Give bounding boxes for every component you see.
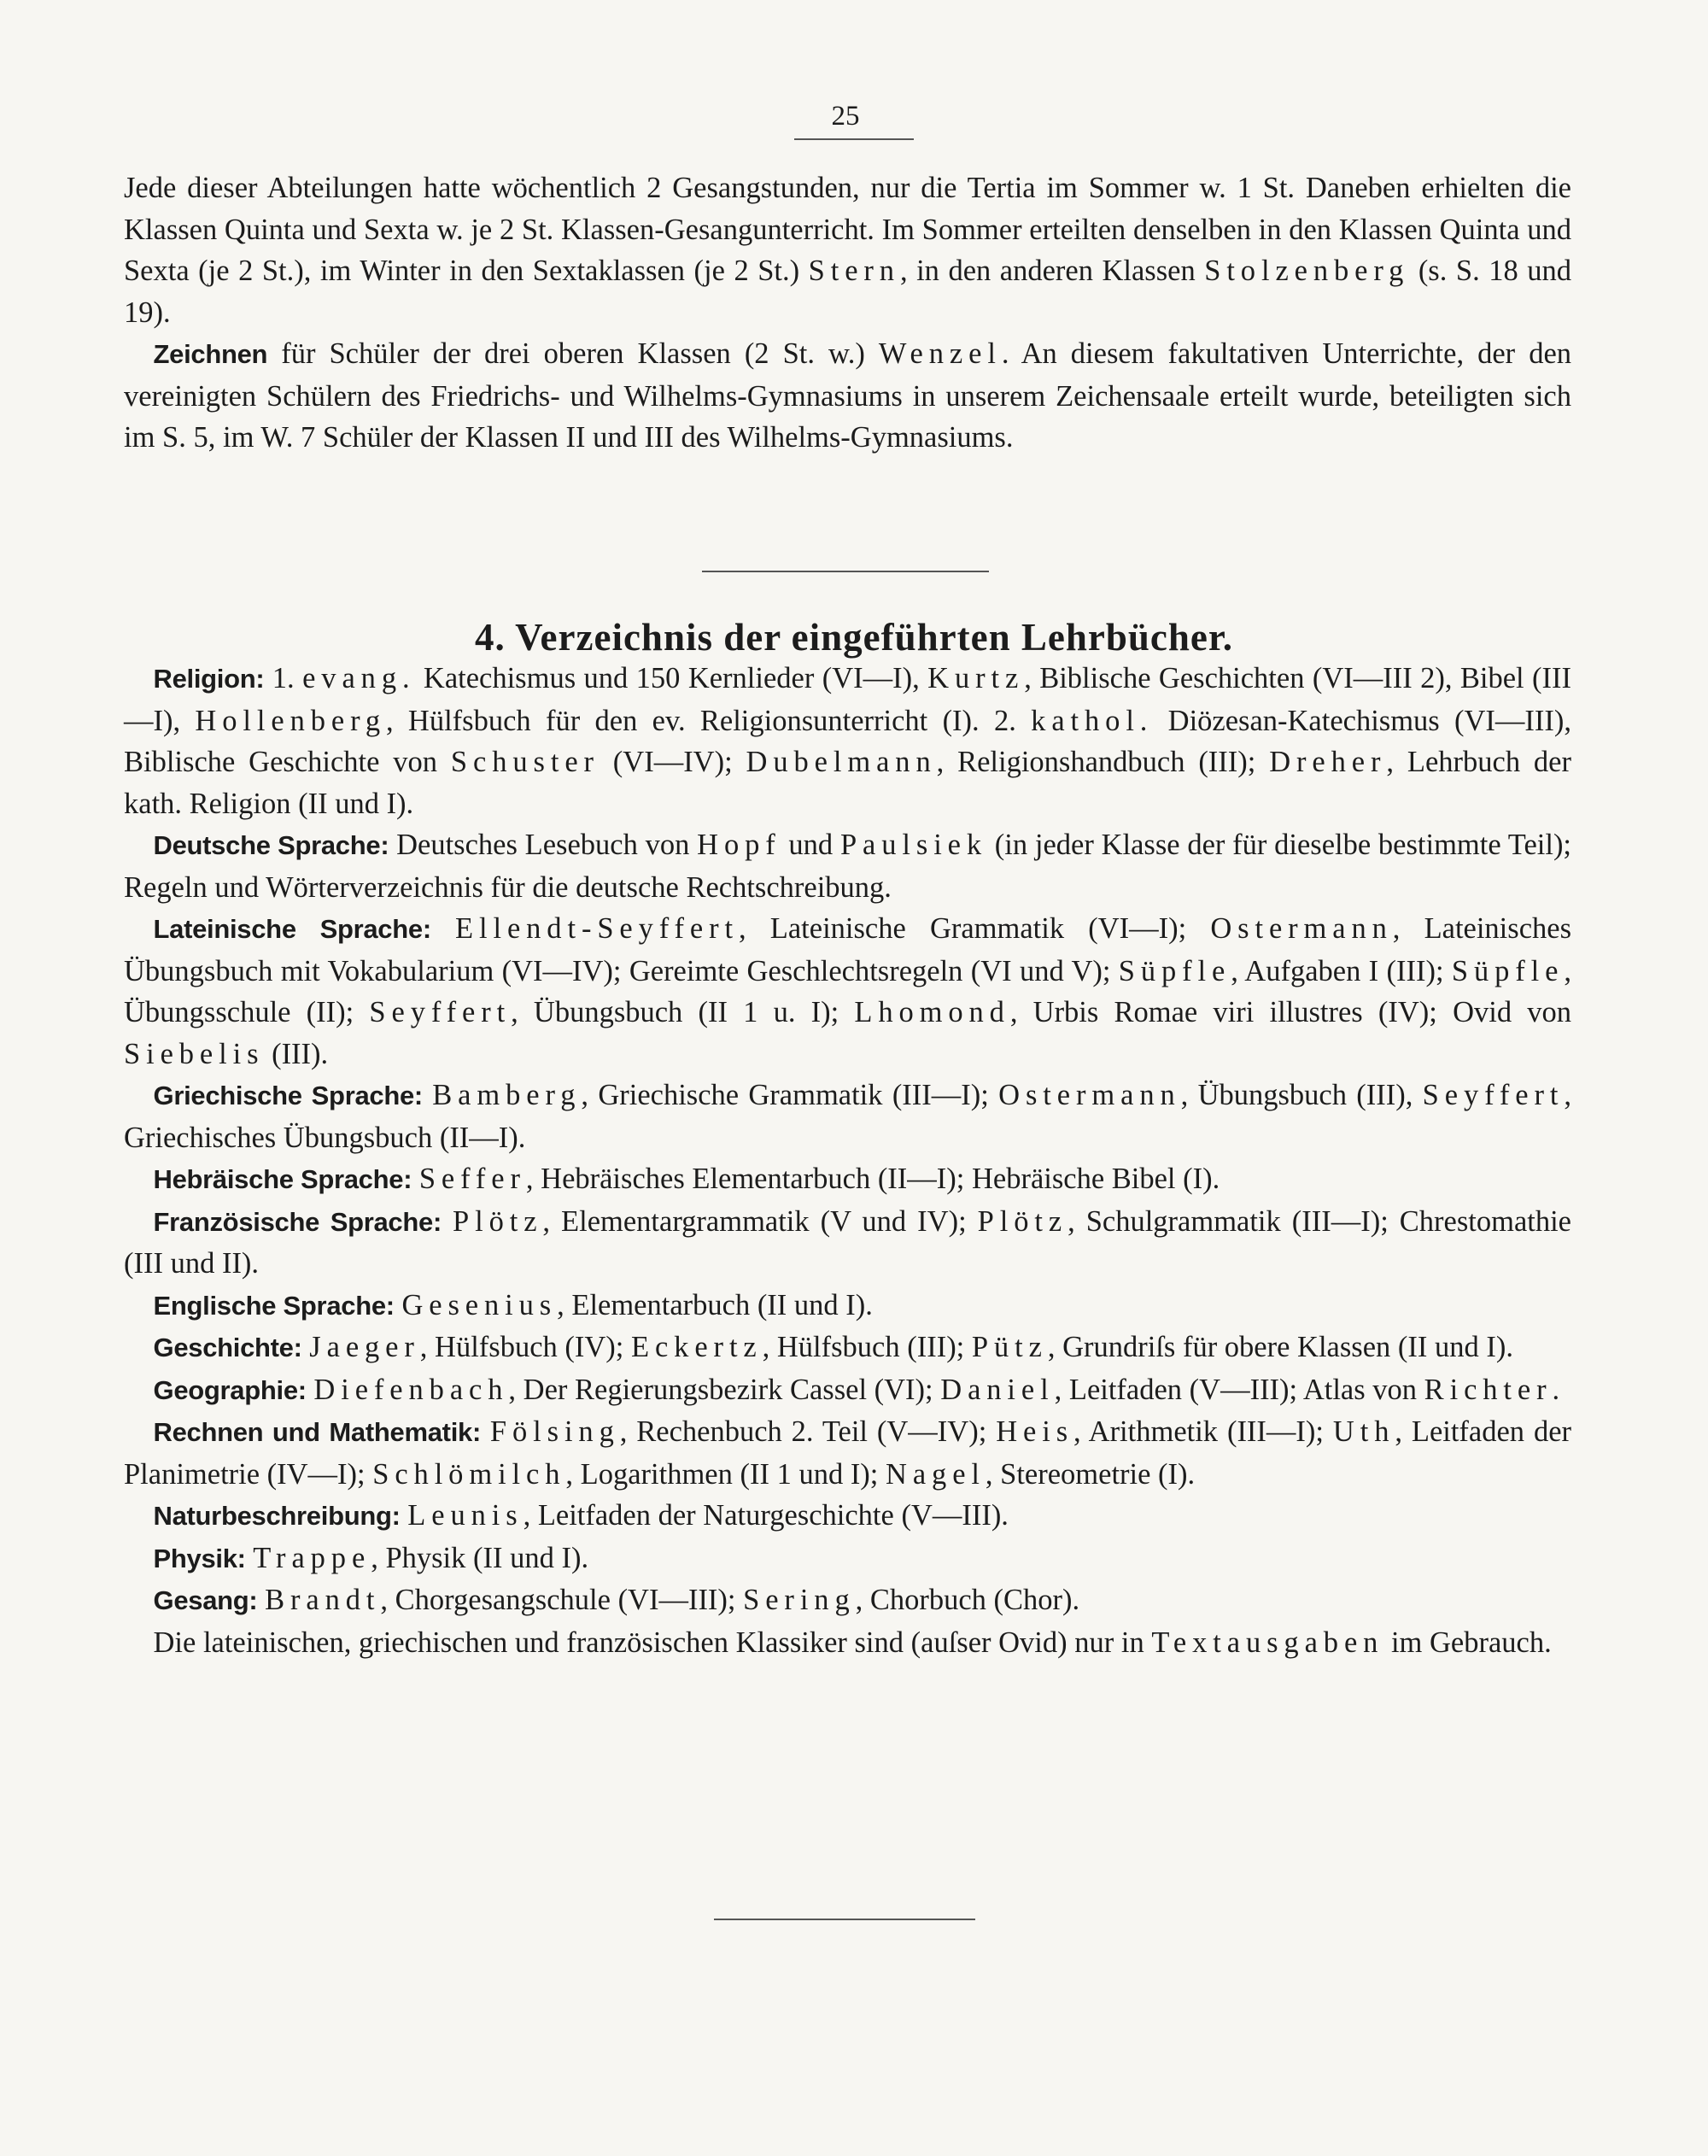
author-name: Nagel	[886, 1457, 986, 1491]
text-run: , Schulgrammatik (III—I); Chrestomathie (III und II).	[124, 1204, 1571, 1280]
text-run: , Rechenbuch 2. Teil (V—IV);	[619, 1415, 997, 1448]
text-run: , Hülfsbuch (III);	[762, 1331, 972, 1363]
entry-deutsche-sprache	[124, 824, 1571, 908]
subject-label: Französische Sprache:	[153, 1206, 442, 1237]
author-name: Kurtz	[927, 662, 1025, 694]
author-name: Ostermann	[1210, 912, 1393, 945]
text-run: , Arithmetik (III—I);	[1073, 1415, 1333, 1448]
text-run: , Grundriſs für obere Klassen (II und I).	[1047, 1331, 1513, 1363]
subject-label: Physik:	[153, 1543, 246, 1573]
paragraph-gesang-abteilungen	[124, 167, 1571, 333]
text-run: im Gebrauch.	[1383, 1626, 1552, 1659]
author-name: Fölsing	[489, 1415, 620, 1448]
subject-label: Gesang:	[153, 1585, 258, 1615]
text-run: , Griechisches Übungsbuch (II—I).	[124, 1079, 1571, 1154]
intro-block	[124, 167, 1571, 459]
author-name: Ostermann	[998, 1079, 1181, 1111]
author-name: Schuster	[450, 746, 600, 778]
entry-franzoesische-sprache	[124, 1201, 1571, 1285]
entry-physik	[124, 1538, 1571, 1580]
page-number-rule	[794, 138, 914, 140]
author-name: Brandt	[265, 1584, 381, 1616]
text-run	[423, 1079, 432, 1111]
entry-religion	[124, 658, 1571, 824]
author-name: Daniel	[940, 1373, 1055, 1406]
text-run	[401, 1499, 408, 1532]
entry-griechische-sprache	[124, 1075, 1571, 1158]
author-name: Dubelmann	[746, 746, 937, 778]
text-run	[246, 1542, 254, 1574]
text-run: Diözesan-Katechismus (VI—III), Biblische Geschichte von	[124, 704, 1572, 778]
text-run: (III).	[264, 1037, 329, 1070]
text-run: , Leitfaden der Planimetrie (IV—I);	[124, 1415, 1572, 1491]
text-run	[302, 1331, 310, 1363]
text-run: , in den anderen Klassen	[899, 255, 1205, 287]
author-name: Süpfle	[1451, 954, 1565, 987]
author-name: Leunis	[407, 1499, 524, 1532]
section-heading: 4. Verzeichnis der eingeführten Lehrbücher.	[475, 616, 1233, 659]
text-run: , Hülfsbuch (IV);	[419, 1331, 631, 1363]
text-run: und	[781, 829, 840, 861]
text-run: , Logarithmen (II 1 und I);	[565, 1457, 886, 1491]
author-name: Ellendt-Seyffert	[455, 912, 740, 945]
author-name: Trappe	[253, 1541, 371, 1574]
text-run: , Chorbuch (Chor).	[855, 1584, 1080, 1616]
subject-label: Rechnen und Mathematik:	[153, 1417, 481, 1447]
author-name: Paulsiek	[839, 829, 988, 861]
entry-gesang	[124, 1579, 1571, 1622]
text-run	[412, 1163, 419, 1195]
entry-rechnen-mathematik	[124, 1411, 1571, 1495]
author-name: Uth	[1332, 1415, 1395, 1448]
subject-label: Lateinische Sprache:	[153, 914, 431, 944]
author-name: Diefenbach	[313, 1373, 509, 1406]
text-run: , Stereometrie (I).	[985, 1457, 1196, 1491]
text-run: Deutsches Lesebuch von	[389, 829, 698, 861]
teacher-name: Stern	[808, 255, 900, 287]
author-name: Pütz	[971, 1331, 1048, 1363]
text-run: . An diesem fakultativen Unterrichte, der den vereinigten Schülern des Friedrichs- und Wilhelms-Gymnasiums in unserem Zeichensaale erteilt wurde, beteiligten sich im S. 5, im W. 7 Schüler der Klassen II und III des Wilhelms-Gymnasiums.	[124, 337, 1572, 454]
author-name: Plötz	[453, 1204, 543, 1238]
text-run: , Übungsbuch (III),	[1180, 1079, 1423, 1111]
text-run: , Physik (II und I).	[371, 1541, 589, 1574]
text-run: , Leitfaden der Naturgeschichte (V—III).	[523, 1499, 1009, 1532]
paragraph-zeichnen	[124, 333, 1571, 459]
text-run: für Schüler der drei oberen Klassen (2 St. w.)	[267, 337, 879, 370]
author-name: Plötz	[977, 1204, 1068, 1238]
text-run: , Hebräisches Elementarbuch (II—I); Hebräische Bibel (I).	[525, 1163, 1220, 1195]
subject-label: Naturbeschreibung:	[153, 1501, 401, 1531]
spaced-term: Textausgaben	[1151, 1626, 1384, 1659]
text-run: , Griechische Grammatik (III—I);	[581, 1079, 999, 1111]
author-name: Heis	[996, 1415, 1074, 1448]
entry-geschichte	[124, 1327, 1571, 1369]
text-run: , Übungsbuch (II 1 u. I);	[511, 996, 855, 1028]
entry-lateinische-sprache	[124, 908, 1571, 1075]
entry-englische-sprache	[124, 1285, 1571, 1327]
text-run: Katechismus und 150 Kernlieder (VI—I),	[415, 662, 928, 694]
text-run: (VI—IV);	[599, 746, 746, 778]
text-run: (s. S. 18 und 19).	[124, 255, 1571, 329]
closing-divider	[714, 1919, 975, 1920]
text-run: .	[1552, 1373, 1560, 1406]
author-name: Hollenberg	[195, 704, 386, 737]
textbook-list	[124, 658, 1571, 1663]
text-run	[481, 1415, 490, 1448]
entry-geographie	[124, 1369, 1571, 1412]
entry-klassiker-note	[124, 1622, 1571, 1664]
author-name: Seyffert	[1422, 1079, 1565, 1111]
text-run: , Lateinisches Übungsbuch mit Vokabularium (VI—IV); Gereimte Geschlechtsregeln (VI und V);	[124, 912, 1571, 987]
subject-label: Religion:	[153, 664, 265, 694]
subject-label: Griechische Sprache:	[153, 1081, 423, 1110]
text-run: (in jeder Klasse der für dieselbe bestimmte Teil); Regeln und Wörterverzeichnis für die deutsche Rechtschreibung.	[124, 829, 1572, 904]
author-name: Bamberg	[432, 1079, 582, 1111]
text-run: , Der Regierungsbezirk Cassel (VI);	[508, 1373, 941, 1406]
teacher-name: Stolzenberg	[1204, 255, 1410, 287]
text-run: , Religionshandbuch (III);	[936, 746, 1270, 778]
text-run: , Übungsschule (II);	[124, 954, 1571, 1028]
author-name: Lhomond	[854, 996, 1010, 1028]
subject-label: Deutsche Sprache:	[153, 830, 389, 860]
subject-label: Geographie:	[153, 1374, 307, 1405]
text-run	[431, 912, 455, 945]
author-name: Gesenius	[401, 1288, 558, 1321]
text-run: , Elementarbuch (II und I).	[557, 1288, 873, 1321]
text-run: , Lehrbuch der kath. Religion (II und I).	[124, 746, 1571, 820]
entry-naturbeschreibung	[124, 1495, 1571, 1538]
text-run: , Aufgaben I (III);	[1231, 954, 1452, 987]
author-name: Jaeger	[309, 1331, 420, 1363]
text-run: Die lateinischen, griechischen und französischen Klassiker sind (auſser Ovid) nur in	[153, 1626, 1152, 1659]
subject-label: Geschichte:	[153, 1333, 302, 1362]
author-name: Siebelis	[124, 1037, 265, 1070]
text-run: Jede dieser Abteilungen hatte wöchentlich 2 Gesangstunden, nur die Tertia im Sommer w. 1 St. Daneben erhielten die Klassen Quinta und Sexta w. je 2 St. Klassen-Gesangunterricht. Im Sommer erteilten denselben in den Klassen Quinta und Sexta (je 2 St.), im Winter in den Sextaklassen (je 2 St.)	[124, 172, 1571, 287]
spaced-term: kathol.	[1031, 704, 1154, 737]
text-run	[442, 1205, 453, 1238]
teacher-name: Wenzel	[878, 337, 1002, 370]
section-divider	[702, 571, 989, 572]
text-run: 1.	[264, 662, 303, 694]
author-name: Seyffert	[369, 996, 512, 1028]
text-run: , Urbis Romae viri illustres (IV); Ovid von	[1009, 996, 1571, 1028]
text-run: , Elementargrammatik (V und IV);	[542, 1204, 978, 1238]
entry-hebraeische-sprache	[124, 1158, 1571, 1201]
text-run: , Biblische Geschichten (VI—III 2), Bibel (III—I),	[124, 662, 1571, 737]
text-run: , Chorgesangschule (VI—III);	[380, 1584, 744, 1616]
text-run	[257, 1584, 265, 1616]
author-name: Hopf	[697, 829, 781, 861]
author-name: Schlömilch	[372, 1457, 566, 1491]
author-name: Eckertz	[631, 1331, 763, 1363]
subject-label: Hebräische Sprache:	[153, 1164, 412, 1194]
subject-label: Zeichnen	[153, 339, 268, 369]
page-number: 25	[831, 101, 860, 132]
author-name: Richter	[1424, 1373, 1553, 1406]
author-name: Seffer	[418, 1163, 526, 1195]
text-run: , Leitfaden (V—III); Atlas von	[1054, 1373, 1424, 1406]
author-name: Sering	[743, 1584, 856, 1616]
spaced-term: evang.	[302, 662, 416, 694]
subject-label: Englische Sprache:	[153, 1290, 395, 1321]
text-run: , Hülfsbuch für den ev. Religionsunterricht (I). 2.	[386, 704, 1032, 737]
text-run: , Lateinische Grammatik (VI—I);	[739, 912, 1211, 945]
author-name: Dreher	[1269, 746, 1387, 778]
author-name: Süpfle	[1118, 954, 1231, 987]
